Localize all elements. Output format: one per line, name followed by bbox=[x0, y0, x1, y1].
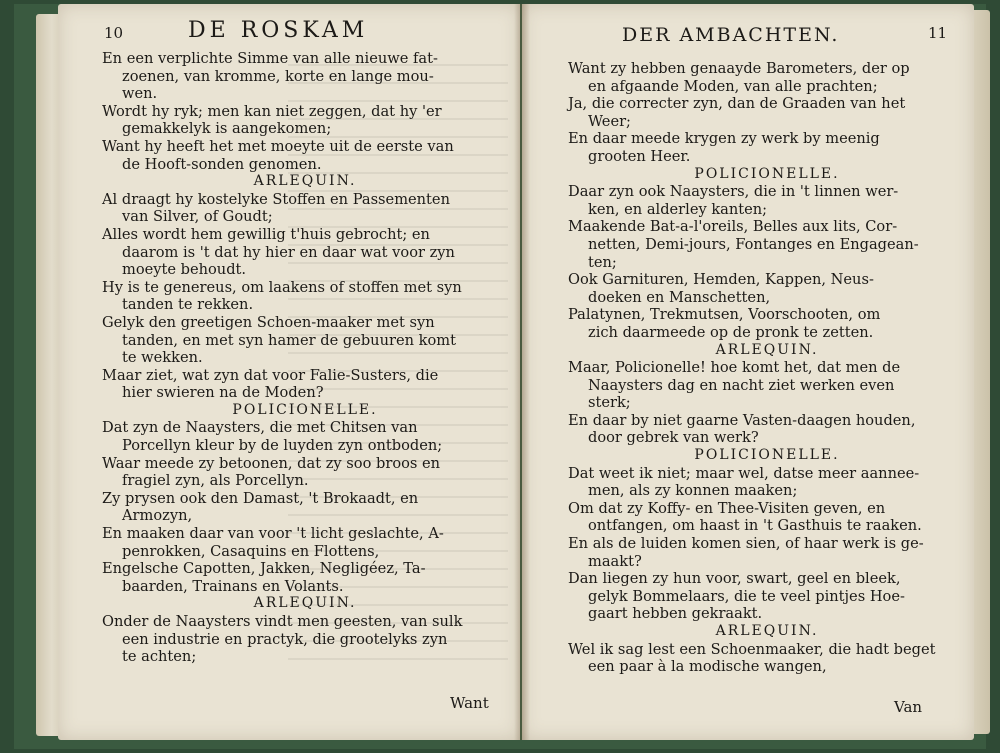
text-line: Maar ziet, wat zyn dat voor Falie-Susters, die bbox=[102, 366, 439, 384]
text-line: fragiel zyn, als Porcellyn. bbox=[122, 472, 309, 490]
text-line: tanden, en met syn hamer de gebuuren komt bbox=[122, 331, 456, 349]
text-line: een industrie en practyk, die grootelyks zyn bbox=[122, 630, 448, 648]
text-line: Daar zyn ook Naaysters, die in 't linnen wer- bbox=[568, 183, 899, 201]
speaker-name: ARLEQUIN. bbox=[715, 341, 819, 358]
text-line: moeyte behoudt. bbox=[122, 261, 247, 279]
text-line: Alles wordt hem gewillig t'huis gebrocht; en bbox=[102, 225, 430, 243]
text-line: zich daarmeede op de pronk te zetten. bbox=[588, 323, 874, 341]
text-line: men, als zy konnen maaken; bbox=[588, 482, 798, 500]
left-page-text bbox=[102, 50, 508, 666]
text-line: doeken en Manschetten, bbox=[588, 288, 771, 306]
right-catchword: Van bbox=[894, 698, 923, 716]
text-line: van Silver, of Goudt; bbox=[122, 208, 273, 226]
text-line: en afgaande Moden, van alle prachten; bbox=[588, 77, 878, 95]
text-line: Maakende Bat-a-l'oreils, Belles aux lits, Cor- bbox=[568, 218, 898, 236]
text-line: En een verplichte Simme van alle nieuwe fat- bbox=[102, 50, 438, 67]
speaker-name: POLICIONELLE. bbox=[694, 447, 840, 464]
text-line: daarom is 't dat hy hier en daar wat voor zyn bbox=[122, 243, 455, 261]
text-line: Zy prysen ook den Damast, 't Brokaadt, en bbox=[102, 489, 419, 507]
text-line: te achten; bbox=[122, 648, 197, 666]
text-line: Ook Garnituren, Hemden, Kappen, Neus- bbox=[568, 271, 874, 289]
text-line: Onder de Naaysters vindt men geesten, van sulk bbox=[102, 613, 463, 630]
text-line: En daar by niet gaarne Vasten-daagen houden, bbox=[568, 411, 916, 429]
text-line: de Hooft-sonden genomen. bbox=[122, 155, 322, 173]
left-catchword: Want bbox=[450, 694, 489, 712]
right-running-header: DER AMBACHTEN. bbox=[622, 24, 840, 46]
left-page-number: 10 bbox=[104, 24, 124, 42]
right-page-text bbox=[568, 60, 966, 676]
text-line: Hy is te genereus, om laakens of stoffen met syn bbox=[102, 278, 462, 296]
text-line: Wel ik sag lest een Schoenmaaker, die hadt beget bbox=[568, 640, 936, 658]
speaker-name: ARLEQUIN. bbox=[253, 173, 357, 190]
text-line: Porcellyn kleur by de luyden zyn ontboden; bbox=[122, 437, 443, 455]
left-running-header: DE ROSKAM bbox=[188, 18, 369, 43]
text-line: Dat weet ik niet; maar wel, datse meer aannee- bbox=[568, 464, 920, 482]
right-page-number: 11 bbox=[928, 24, 948, 42]
text-line: zoenen, van kromme, korte en lange mou- bbox=[122, 67, 434, 85]
text-line: hier swieren na de Moden? bbox=[122, 384, 324, 402]
text-line: gemakkelyk is aangekomen; bbox=[122, 120, 332, 138]
page-edges-right bbox=[972, 10, 990, 734]
text-line: Armozyn, bbox=[122, 507, 193, 525]
text-line: ten; bbox=[588, 253, 617, 271]
text-line: wen. bbox=[122, 85, 158, 103]
text-line: gelyk Bommelaars, die te veel pintjes Hoe- bbox=[588, 587, 905, 605]
text-line: ontfangen, om haast in 't Gasthuis te raaken. bbox=[588, 517, 922, 535]
text-line: Ja, die correcter zyn, dan de Graaden van het bbox=[568, 95, 906, 113]
text-line: tanden te rekken. bbox=[122, 296, 254, 314]
text-line: En maaken daar van voor 't licht geslachte, A- bbox=[102, 525, 444, 543]
speaker-name: POLICIONELLE. bbox=[694, 165, 840, 182]
open-book bbox=[14, 4, 986, 749]
text-line: Naaysters dag en nacht ziet werken even bbox=[588, 376, 895, 394]
text-line: sterk; bbox=[588, 394, 631, 412]
text-line: Al draagt hy kostelyke Stoffen en Passementen bbox=[102, 190, 450, 208]
text-line: Want zy hebben genaayde Barometers, der op bbox=[568, 60, 910, 77]
text-line: Palatynen, Trekmutsen, Voorschooten, om bbox=[568, 306, 881, 324]
text-line: gaart hebben gekraakt. bbox=[588, 605, 763, 623]
speaker-name: ARLEQUIN. bbox=[715, 623, 819, 639]
text-line: Engelsche Capotten, Jakken, Negligéez, Ta- bbox=[102, 560, 426, 578]
text-line: een paar à la modische wangen, bbox=[588, 658, 827, 676]
text-line: netten, Demi-jours, Fontanges en Engagean- bbox=[588, 235, 919, 253]
text-line: En als de luiden komen sien, of haar werk is ge- bbox=[568, 535, 924, 553]
text-line: En daar meede krygen zy werk by meenig bbox=[568, 130, 880, 148]
speaker-name: POLICIONELLE. bbox=[232, 401, 378, 418]
text-line: grooten Heer. bbox=[588, 147, 691, 165]
text-line: Wordt hy ryk; men kan niet zeggen, dat hy 'er bbox=[102, 102, 442, 120]
text-line: Waar meede zy betoonen, dat zy soo broos en bbox=[102, 454, 441, 472]
text-line: Dat zyn de Naaysters, die met Chitsen van bbox=[102, 419, 418, 437]
text-line: Maar, Policionelle! hoe komt het, dat men de bbox=[568, 359, 901, 377]
text-line: maakt? bbox=[588, 552, 642, 570]
left-page bbox=[58, 4, 520, 740]
right-page bbox=[522, 4, 974, 740]
text-line: Weer; bbox=[588, 112, 631, 130]
text-line: Dan liegen zy hun voor, swart, geel en bleek, bbox=[568, 570, 901, 588]
text-line: ken, en alderley kanten; bbox=[588, 200, 768, 218]
text-line: Gelyk den greetigen Schoen-maaker met syn bbox=[102, 313, 435, 331]
text-line: penrokken, Casaquins en Flottens, bbox=[122, 542, 380, 560]
text-line: Want hy heeft het met moeyte uit de eerste van bbox=[102, 137, 454, 155]
text-line: te wekken. bbox=[122, 349, 203, 367]
text-line: Om dat zy Koffy- en Thee-Visiten geven, en bbox=[568, 499, 886, 517]
speaker-name: ARLEQUIN. bbox=[253, 595, 357, 612]
text-line: baarden, Trainans en Volants. bbox=[122, 577, 344, 595]
text-line: door gebrek van werk? bbox=[588, 429, 759, 447]
